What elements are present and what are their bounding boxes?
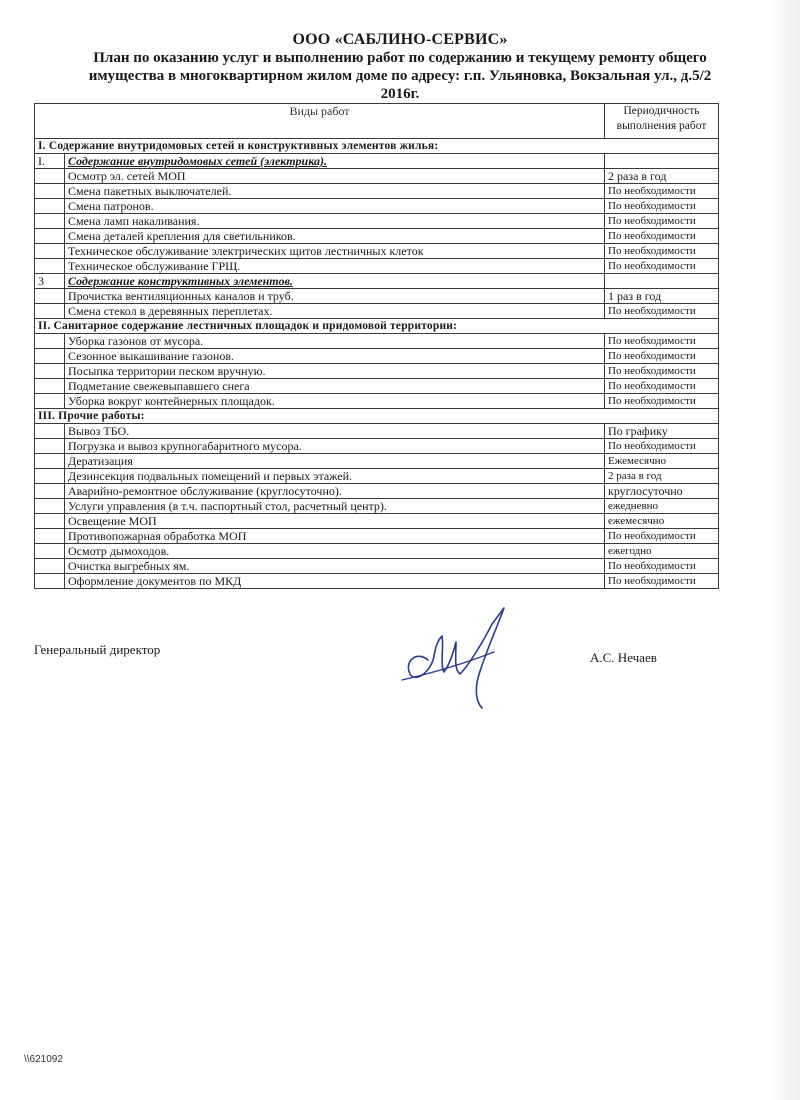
periodicity-value: ежемесячно — [605, 514, 719, 529]
periodicity-value: По необходимости — [605, 244, 719, 259]
row-number — [35, 469, 65, 484]
work-name: Дератизация — [65, 454, 605, 469]
row-number — [35, 364, 65, 379]
row-number — [35, 169, 65, 184]
row-number — [35, 304, 65, 319]
work-name: Очистка выгребных ям. — [65, 559, 605, 574]
work-name: Посыпка территории песком вручную. — [65, 364, 605, 379]
document-code: \\621092 — [24, 1054, 63, 1065]
row-number — [35, 394, 65, 409]
work-name: Услуги управления (в т.ч. паспортный стол, расчетный центр). — [65, 499, 605, 514]
row-number — [35, 499, 65, 514]
work-name: Смена ламп накаливания. — [65, 214, 605, 229]
work-name: Оформление документов по МКД — [65, 574, 605, 589]
work-name: Уборка газонов от мусора. — [65, 334, 605, 349]
row-number — [35, 574, 65, 589]
work-row — [35, 244, 719, 259]
periodicity-value: По необходимости — [605, 229, 719, 244]
signature-block — [0, 600, 800, 720]
row-number — [35, 544, 65, 559]
work-row — [35, 424, 719, 439]
work-row — [35, 334, 719, 349]
work-row — [35, 304, 719, 319]
work-name: Уборка вокруг контейнерных площадок. — [65, 394, 605, 409]
work-name: Техническое обслуживание электрических щитов лестничных клеток — [65, 244, 605, 259]
work-row — [35, 439, 719, 454]
row-number — [35, 454, 65, 469]
row-number — [35, 289, 65, 304]
periodicity-value: ежедневно — [605, 499, 719, 514]
company-name: ООО «САБЛИНО-СЕРВИС» — [292, 31, 508, 48]
periodicity-value: По необходимости — [605, 199, 719, 214]
periodicity-value: 2 раза в год — [605, 469, 719, 484]
periodicity-value: По необходимости — [605, 529, 719, 544]
periodicity-value: По графику — [605, 424, 719, 439]
plan-title-line-2: имущества в многоквартирном жилом доме по адресу: г.п. Ульяновка, Вокзальная ул., д.5/2 — [88, 68, 712, 84]
periodicity-value: По необходимости — [605, 439, 719, 454]
work-name: Вывоз ТБО. — [65, 424, 605, 439]
work-row — [35, 289, 719, 304]
work-name: Аварийно-ремонтное обслуживание (круглосуточно). — [65, 484, 605, 499]
row-number: I. — [35, 154, 65, 169]
work-name: Прочистка вентиляционных каналов и труб. — [65, 289, 605, 304]
row-number — [35, 259, 65, 274]
work-name: Сезонное выкашивание газонов. — [65, 349, 605, 364]
periodicity-value: круглосуточно — [605, 484, 719, 499]
row-number — [35, 514, 65, 529]
periodicity-value — [605, 154, 719, 169]
work-name: Освещение МОП — [65, 514, 605, 529]
column-header-periodicity-line-2: выполнения работ — [616, 120, 707, 132]
row-number — [35, 559, 65, 574]
subsection-title — [65, 274, 605, 289]
periodicity-value: ежегодно — [605, 544, 719, 559]
periodicity-value: По необходимости — [605, 574, 719, 589]
subsection-row — [35, 154, 719, 169]
section-title: I. Содержание внутридомовых сетей и конструктивных элементов жилья: — [35, 139, 719, 154]
work-name: Смена стекол в деревянных переплетах. — [65, 304, 605, 319]
director-name: А.С. Нечаев — [590, 650, 657, 665]
periodicity-value: По необходимости — [605, 304, 719, 319]
column-header-periodicity — [605, 104, 719, 139]
periodicity-value: По необходимости — [605, 334, 719, 349]
periodicity-value: По необходимости — [605, 379, 719, 394]
work-name: Смена патронов. — [65, 199, 605, 214]
work-name: Осмотр дымоходов. — [65, 544, 605, 559]
work-row — [35, 484, 719, 499]
work-row — [35, 199, 719, 214]
periodicity-value: 1 раз в год — [605, 289, 719, 304]
column-header-periodicity-line-1: Периодичность — [623, 105, 700, 117]
plan-title-line-1: План по оказанию услуг и выполнению работ по содержанию и текущему ремонту общего — [93, 50, 707, 66]
periodicity-value: По необходимости — [605, 349, 719, 364]
subsection-title — [65, 154, 605, 169]
work-row — [35, 469, 719, 484]
work-row — [35, 574, 719, 589]
row-number — [35, 244, 65, 259]
subsection-title-text: Содержание внутридомовых сетей (электрика). — [68, 154, 327, 168]
work-row — [35, 169, 719, 184]
director-title: Генеральный директор — [34, 642, 161, 657]
work-row — [35, 499, 719, 514]
work-name: Погрузка и вывоз крупногабаритного мусора. — [65, 439, 605, 454]
scan-edge-shadow — [770, 0, 800, 1100]
row-number — [35, 184, 65, 199]
work-name: Техническое обслуживание ГРЩ. — [65, 259, 605, 274]
plan-year: 2016г. — [380, 86, 420, 102]
work-row — [35, 229, 719, 244]
work-row — [35, 559, 719, 574]
row-number — [35, 424, 65, 439]
work-row — [35, 454, 719, 469]
section-row — [35, 139, 719, 154]
handwritten-signature — [398, 600, 528, 715]
section-title: II. Санитарное содержание лестничных площадок и придомовой территории: — [35, 319, 719, 334]
table-header-row — [35, 104, 719, 139]
periodicity-value: По необходимости — [605, 259, 719, 274]
work-name: Смена пакетных выключателей. — [65, 184, 605, 199]
work-row — [35, 514, 719, 529]
work-name: Дезинсекция подвальных помещений и первых этажей. — [65, 469, 605, 484]
periodicity-value: По необходимости — [605, 364, 719, 379]
periodicity-value: 2 раза в год — [605, 169, 719, 184]
row-number — [35, 334, 65, 349]
row-number — [35, 199, 65, 214]
row-number — [35, 379, 65, 394]
work-row — [35, 184, 719, 199]
section-title: III. Прочие работы: — [35, 409, 719, 424]
work-row — [35, 394, 719, 409]
row-number: 3 — [35, 274, 65, 289]
work-row — [35, 544, 719, 559]
periodicity-value: По необходимости — [605, 559, 719, 574]
column-header-works: Виды работ — [35, 104, 605, 139]
row-number — [35, 349, 65, 364]
subsection-row — [35, 274, 719, 289]
document-header — [40, 30, 760, 103]
subsection-title-text: Содержание конструктивных элементов. — [68, 274, 293, 288]
row-number — [35, 439, 65, 454]
work-row — [35, 214, 719, 229]
works-table — [34, 103, 719, 589]
work-row — [35, 349, 719, 364]
row-number — [35, 229, 65, 244]
row-number — [35, 529, 65, 544]
row-number — [35, 214, 65, 229]
work-name: Подметание свежевыпавшего снега — [65, 379, 605, 394]
work-row — [35, 379, 719, 394]
periodicity-value: По необходимости — [605, 184, 719, 199]
periodicity-value: Ежемесячно — [605, 454, 719, 469]
section-row — [35, 409, 719, 424]
periodicity-value: По необходимости — [605, 214, 719, 229]
work-row — [35, 364, 719, 379]
work-name: Осмотр эл. сетей МОП — [65, 169, 605, 184]
work-name: Смена деталей крепления для светильников. — [65, 229, 605, 244]
section-row — [35, 319, 719, 334]
periodicity-value — [605, 274, 719, 289]
periodicity-value: По необходимости — [605, 394, 719, 409]
work-row — [35, 529, 719, 544]
work-row — [35, 259, 719, 274]
row-number — [35, 484, 65, 499]
work-name: Противопожарная обработка МОП — [65, 529, 605, 544]
